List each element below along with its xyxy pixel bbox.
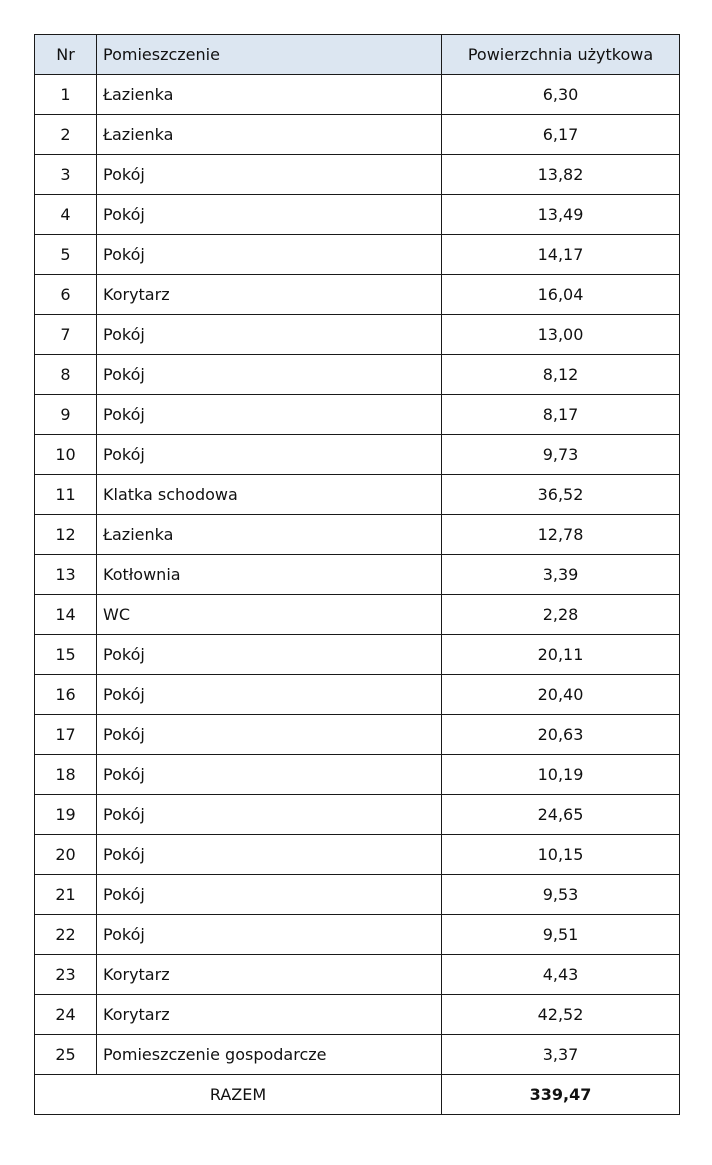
cell-nr: 8 bbox=[35, 355, 97, 395]
cell-area: 9,53 bbox=[442, 875, 680, 915]
cell-nr: 15 bbox=[35, 635, 97, 675]
cell-room: Łazienka bbox=[97, 115, 442, 155]
cell-room: Łazienka bbox=[97, 515, 442, 555]
table-body bbox=[35, 75, 680, 1075]
cell-area: 3,39 bbox=[442, 555, 680, 595]
cell-area: 3,37 bbox=[442, 1035, 680, 1075]
total-label: RAZEM bbox=[35, 1075, 442, 1115]
cell-area: 36,52 bbox=[442, 475, 680, 515]
cell-nr: 9 bbox=[35, 395, 97, 435]
cell-room: Kotłownia bbox=[97, 555, 442, 595]
cell-area: 9,73 bbox=[442, 435, 680, 475]
header-area: Powierzchnia użytkowa bbox=[442, 35, 680, 75]
table-row bbox=[35, 475, 680, 515]
header-nr: Nr bbox=[35, 35, 97, 75]
cell-nr: 24 bbox=[35, 995, 97, 1035]
cell-nr: 11 bbox=[35, 475, 97, 515]
cell-area: 24,65 bbox=[442, 795, 680, 835]
cell-nr: 17 bbox=[35, 715, 97, 755]
cell-room: Pokój bbox=[97, 675, 442, 715]
cell-area: 9,51 bbox=[442, 915, 680, 955]
cell-nr: 1 bbox=[35, 75, 97, 115]
cell-room: Korytarz bbox=[97, 275, 442, 315]
table-row bbox=[35, 115, 680, 155]
table-row bbox=[35, 355, 680, 395]
cell-nr: 25 bbox=[35, 1035, 97, 1075]
cell-nr: 5 bbox=[35, 235, 97, 275]
cell-nr: 2 bbox=[35, 115, 97, 155]
cell-nr: 18 bbox=[35, 755, 97, 795]
cell-room: Pokój bbox=[97, 835, 442, 875]
table-row bbox=[35, 835, 680, 875]
cell-area: 20,40 bbox=[442, 675, 680, 715]
cell-nr: 19 bbox=[35, 795, 97, 835]
cell-room: Pokój bbox=[97, 355, 442, 395]
cell-nr: 10 bbox=[35, 435, 97, 475]
table-row bbox=[35, 755, 680, 795]
cell-area: 20,11 bbox=[442, 635, 680, 675]
cell-room: Pomieszczenie gospodarcze bbox=[97, 1035, 442, 1075]
cell-area: 13,82 bbox=[442, 155, 680, 195]
cell-area: 6,30 bbox=[442, 75, 680, 115]
cell-area: 10,15 bbox=[442, 835, 680, 875]
cell-area: 20,63 bbox=[442, 715, 680, 755]
cell-area: 2,28 bbox=[442, 595, 680, 635]
table-row bbox=[35, 875, 680, 915]
cell-room: Pokój bbox=[97, 915, 442, 955]
table-row bbox=[35, 1035, 680, 1075]
cell-room: Korytarz bbox=[97, 955, 442, 995]
header-row bbox=[35, 35, 680, 75]
table-row bbox=[35, 795, 680, 835]
table-row bbox=[35, 235, 680, 275]
cell-room: Pokój bbox=[97, 635, 442, 675]
cell-nr: 22 bbox=[35, 915, 97, 955]
table-row bbox=[35, 275, 680, 315]
cell-room: Pokój bbox=[97, 795, 442, 835]
table-row bbox=[35, 515, 680, 555]
cell-room: Klatka schodowa bbox=[97, 475, 442, 515]
total-value: 339,47 bbox=[442, 1075, 680, 1115]
cell-nr: 13 bbox=[35, 555, 97, 595]
cell-area: 42,52 bbox=[442, 995, 680, 1035]
table-row bbox=[35, 435, 680, 475]
table-row bbox=[35, 915, 680, 955]
room-area-table bbox=[34, 34, 680, 1115]
cell-area: 4,43 bbox=[442, 955, 680, 995]
cell-room: Pokój bbox=[97, 875, 442, 915]
header-room: Pomieszczenie bbox=[97, 35, 442, 75]
table-row bbox=[35, 75, 680, 115]
cell-nr: 3 bbox=[35, 155, 97, 195]
cell-nr: 12 bbox=[35, 515, 97, 555]
table-row bbox=[35, 555, 680, 595]
cell-area: 16,04 bbox=[442, 275, 680, 315]
table-row bbox=[35, 675, 680, 715]
cell-area: 8,12 bbox=[442, 355, 680, 395]
cell-nr: 6 bbox=[35, 275, 97, 315]
cell-nr: 21 bbox=[35, 875, 97, 915]
cell-room: Pokój bbox=[97, 195, 442, 235]
cell-room: Pokój bbox=[97, 315, 442, 355]
cell-nr: 14 bbox=[35, 595, 97, 635]
cell-nr: 7 bbox=[35, 315, 97, 355]
cell-area: 12,78 bbox=[442, 515, 680, 555]
cell-room: Korytarz bbox=[97, 995, 442, 1035]
table-row bbox=[35, 955, 680, 995]
table-row bbox=[35, 315, 680, 355]
table-footer bbox=[35, 1075, 680, 1115]
cell-room: Łazienka bbox=[97, 75, 442, 115]
cell-room: Pokój bbox=[97, 155, 442, 195]
cell-room: WC bbox=[97, 595, 442, 635]
table-row bbox=[35, 635, 680, 675]
cell-room: Pokój bbox=[97, 715, 442, 755]
table-row bbox=[35, 715, 680, 755]
table-row bbox=[35, 595, 680, 635]
cell-area: 6,17 bbox=[442, 115, 680, 155]
cell-area: 10,19 bbox=[442, 755, 680, 795]
cell-area: 13,00 bbox=[442, 315, 680, 355]
table-row bbox=[35, 195, 680, 235]
table-header bbox=[35, 35, 680, 75]
cell-area: 8,17 bbox=[442, 395, 680, 435]
cell-room: Pokój bbox=[97, 395, 442, 435]
cell-area: 13,49 bbox=[442, 195, 680, 235]
table-row bbox=[35, 395, 680, 435]
cell-room: Pokój bbox=[97, 435, 442, 475]
cell-area: 14,17 bbox=[442, 235, 680, 275]
cell-nr: 16 bbox=[35, 675, 97, 715]
table-row bbox=[35, 155, 680, 195]
cell-nr: 4 bbox=[35, 195, 97, 235]
cell-nr: 23 bbox=[35, 955, 97, 995]
table-row bbox=[35, 995, 680, 1035]
cell-room: Pokój bbox=[97, 755, 442, 795]
total-row bbox=[35, 1075, 680, 1115]
cell-room: Pokój bbox=[97, 235, 442, 275]
cell-nr: 20 bbox=[35, 835, 97, 875]
